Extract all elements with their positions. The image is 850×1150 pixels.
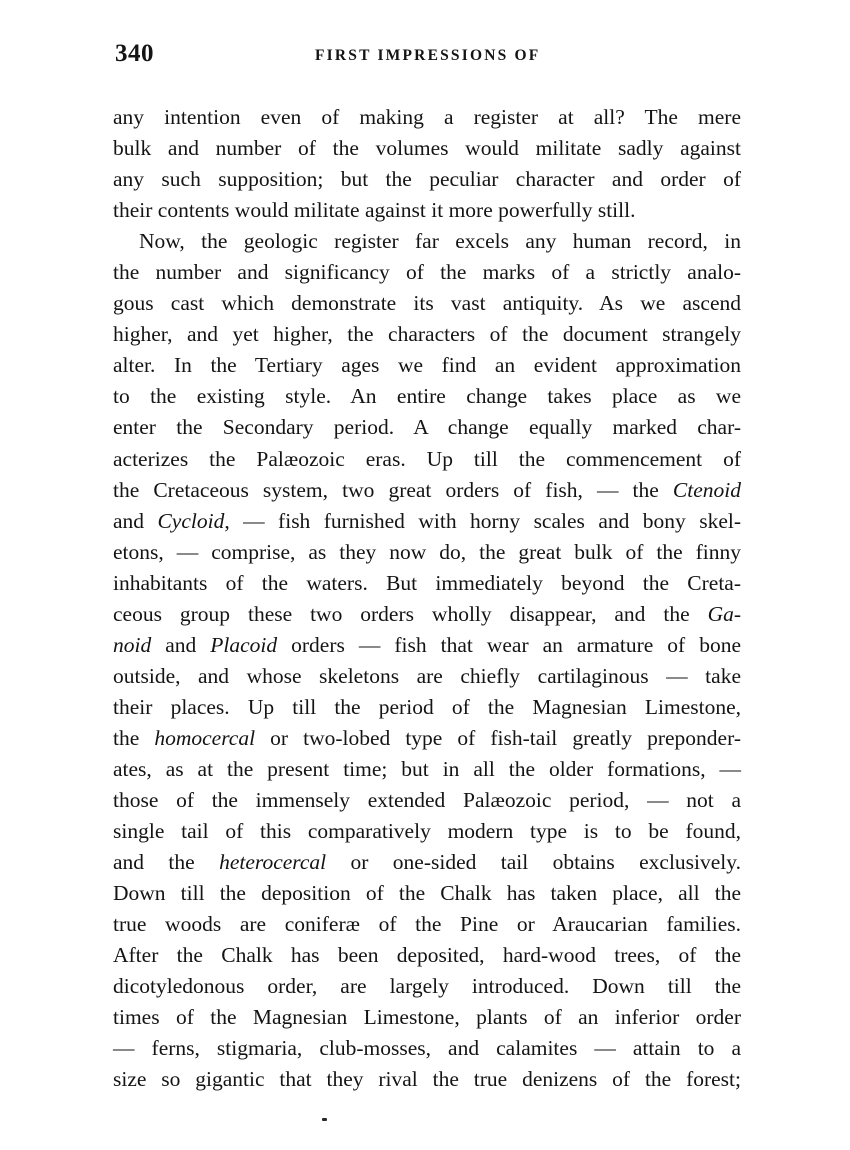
text-line: ceous group these two orders wholly disappear, and the Ga-	[113, 601, 741, 626]
running-head: FIRST IMPRESSIONS OF	[315, 47, 541, 64]
text-line: to the existing style. An entire change takes place as we	[113, 384, 741, 409]
text-line: inhabitants of the waters. But immediately beyond the Creta-	[113, 570, 741, 595]
text-line: size so gigantic that they rival the true denizens of the forest;	[113, 1067, 741, 1092]
text-line: their places. Up till the period of the Magnesian Limestone,	[113, 694, 741, 719]
text-line: any such supposition; but the peculiar character and order of	[113, 167, 741, 192]
text-line: — ferns, stigmaria, club-mosses, and calamites — attain to a	[113, 1036, 741, 1061]
text-line: gous cast which demonstrate its vast antiquity. As we ascend	[113, 291, 741, 316]
text-line: ates, as at the present time; but in all the older formations, —	[113, 756, 741, 781]
body-text	[113, 102, 741, 1096]
text-line: After the Chalk has been deposited, hard-wood trees, of the	[113, 943, 741, 968]
text-line: acterizes the Palæozoic eras. Up till the commencement of	[113, 446, 741, 471]
page-number: 340	[115, 40, 154, 67]
text-line: higher, and yet higher, the characters of the document strangely	[113, 322, 741, 347]
text-line: and Cycloid, — fish furnished with horny scales and bony skel-	[113, 508, 741, 533]
text-line: the homocercal or two-lobed type of fish-tail greatly preponder-	[113, 725, 741, 750]
text-line: dicotyledonous order, are largely introduced. Down till the	[113, 974, 741, 999]
text-line: enter the Secondary period. A change equally marked char-	[113, 415, 741, 440]
text-line: the number and significancy of the marks of a strictly analo-	[113, 260, 741, 285]
paragraph	[113, 102, 741, 226]
text-line: the Cretaceous system, two great orders of fish, — the Ctenoid	[113, 477, 741, 502]
text-line: bulk and number of the volumes would militate sadly against	[113, 136, 741, 161]
text-line: and the heterocercal or one-sided tail obtains exclusively.	[113, 850, 741, 875]
ink-speck	[322, 1118, 327, 1121]
text-line: those of the immensely extended Palæozoic period, — not a	[113, 788, 741, 813]
text-line: their contents would militate against it more powerfully still.	[113, 198, 636, 223]
text-line: Down till the deposition of the Chalk has taken place, all the	[113, 881, 741, 906]
text-line: alter. In the Tertiary ages we find an evident approximation	[113, 353, 741, 378]
paragraph	[113, 226, 741, 1095]
text-line: any intention even of making a register at all? The mere	[113, 105, 741, 129]
text-line: times of the Magnesian Limestone, plants of an inferior order	[113, 1005, 741, 1030]
text-line: noid and Placoid orders — fish that wear an armature of bone	[113, 632, 741, 657]
text-line: etons, — comprise, as they now do, the great bulk of the finny	[113, 539, 741, 564]
text-line: Now, the geologic register far excels any human record, in	[139, 229, 741, 254]
text-line: single tail of this comparatively modern type is to be found,	[113, 819, 741, 844]
text-line: outside, and whose skeletons are chiefly cartilaginous — take	[113, 663, 741, 688]
text-line: true woods are coniferæ of the Pine or Araucarian families.	[113, 912, 741, 937]
